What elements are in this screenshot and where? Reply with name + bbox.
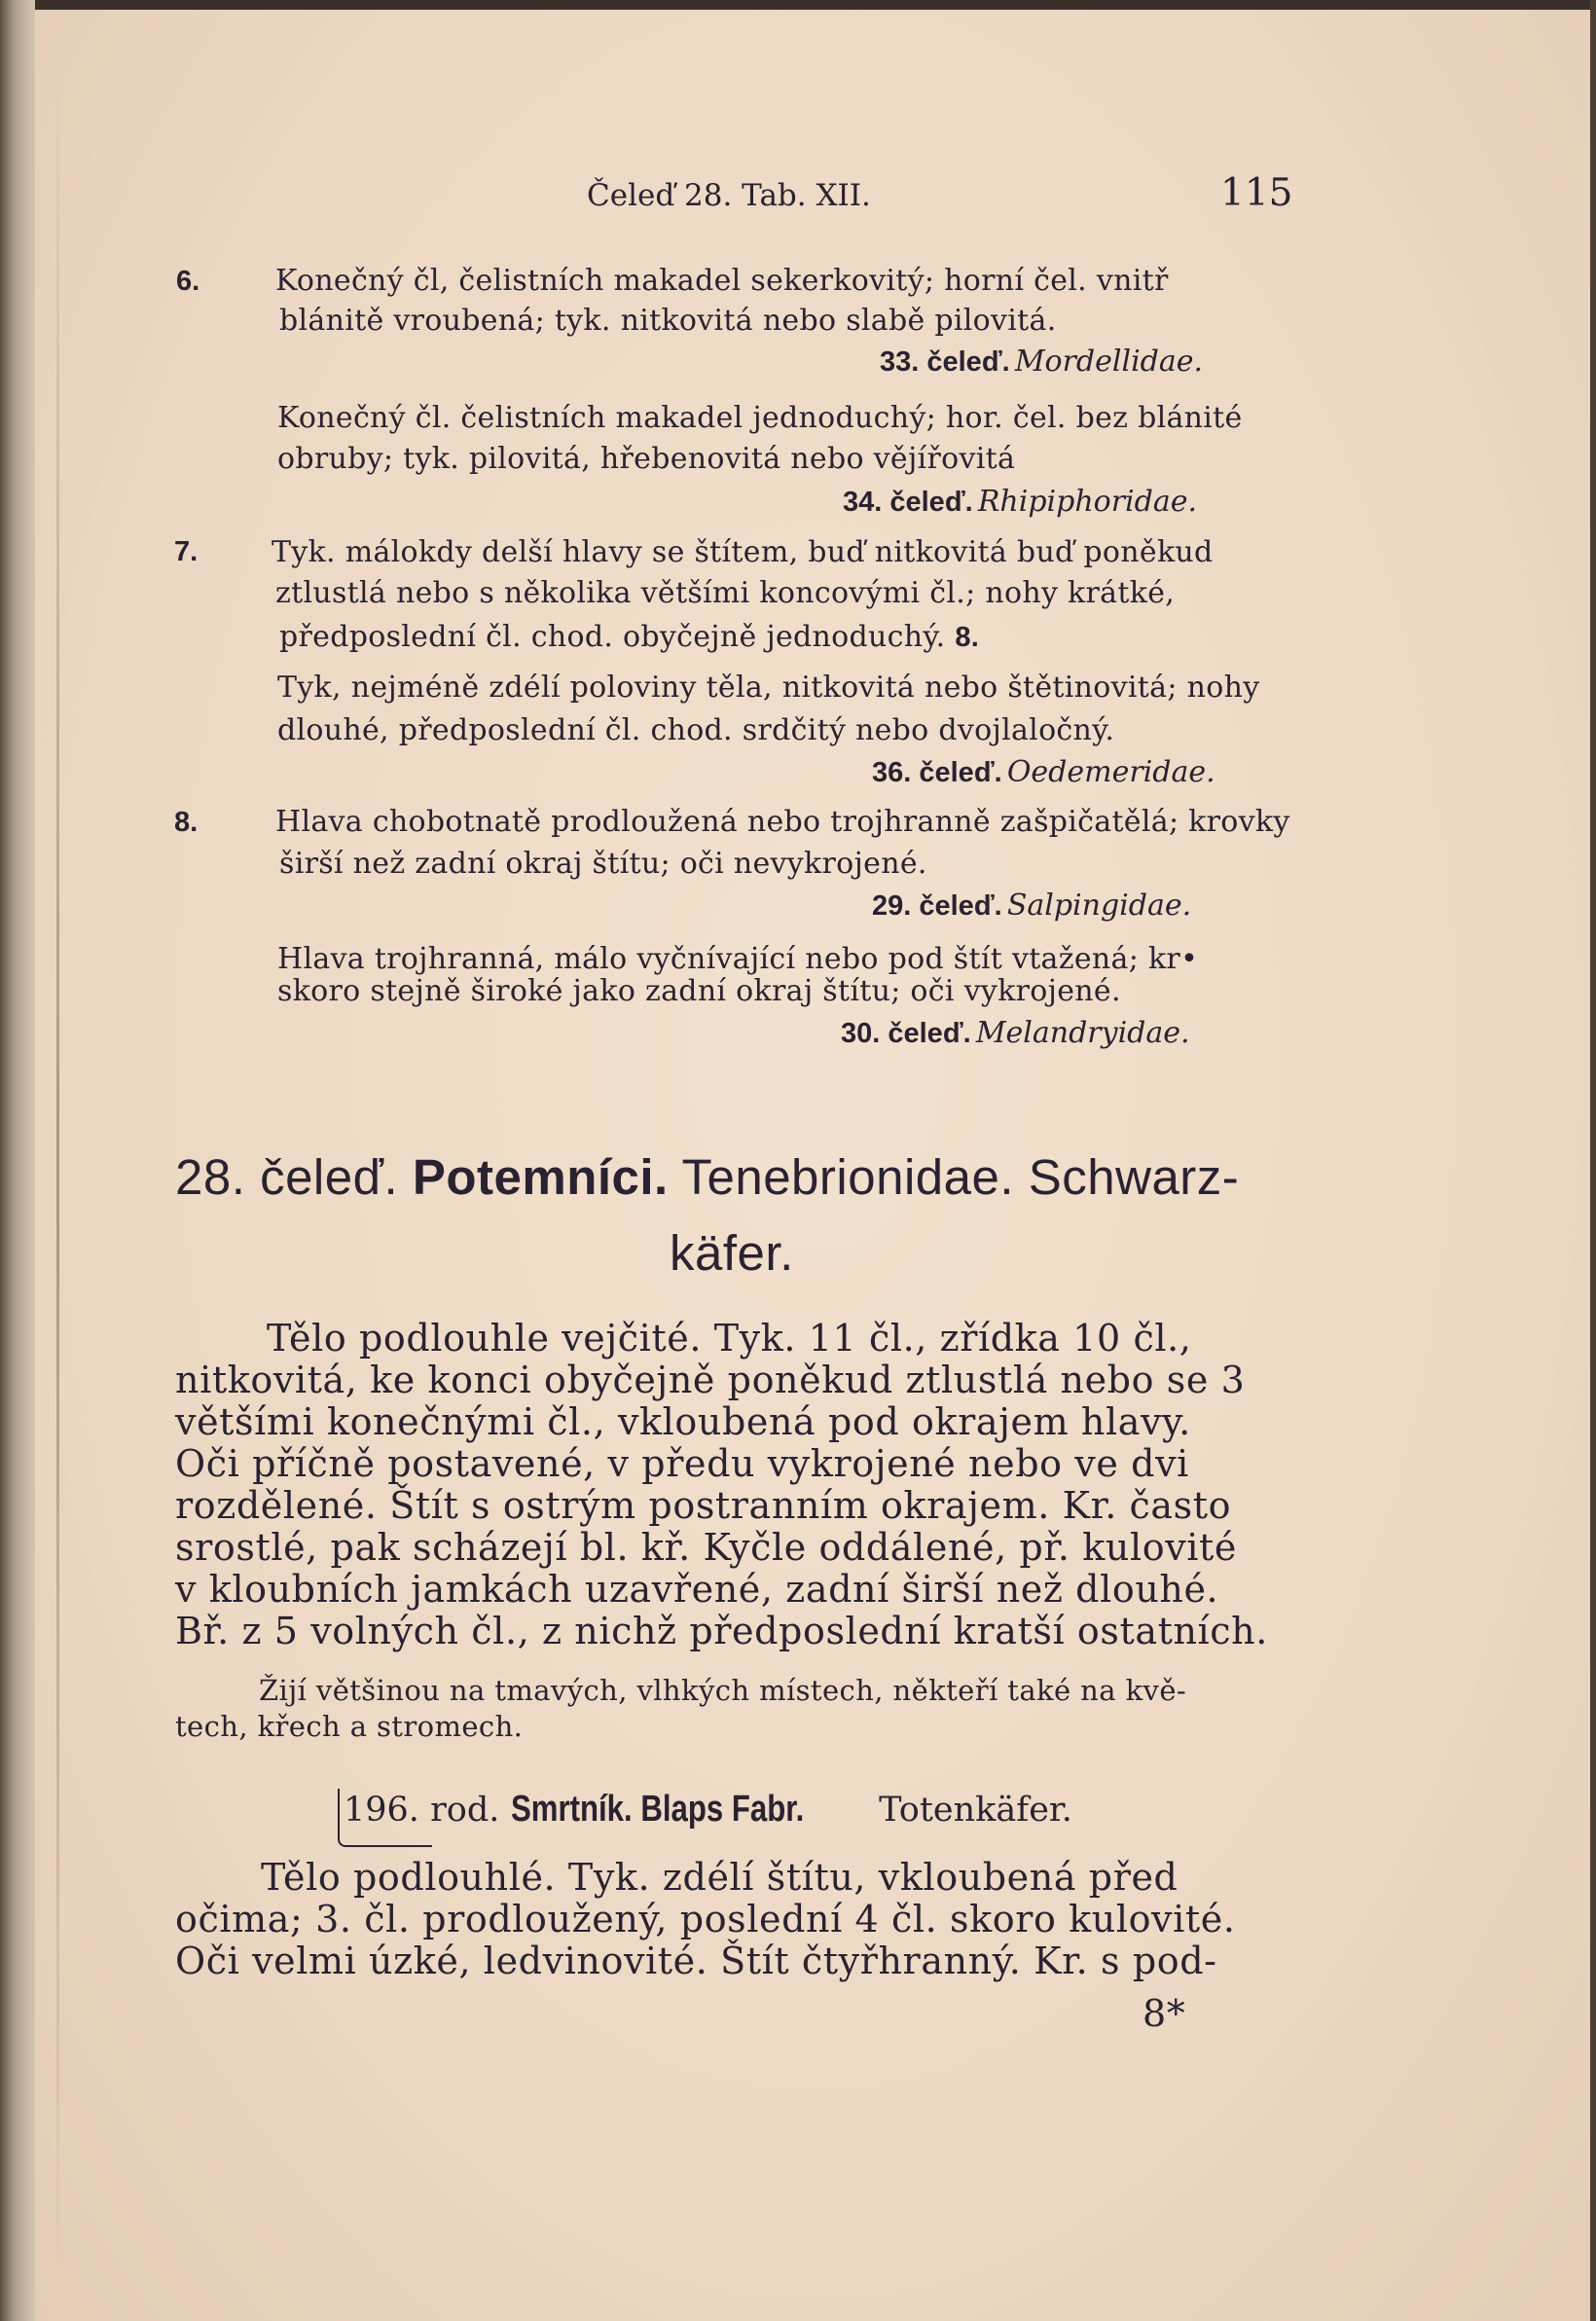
family-name: Melandryidae. [975, 1016, 1190, 1050]
description-line: Tělo podlouhle vejčité. Tyk. 11 čl., zřídka 10 čl., [267, 1317, 1192, 1360]
description-line: nitkovitá, ke konci obyčejně poněkud ztlustlá nebo se 3 [175, 1359, 1246, 1401]
description-line: většími konečnými čl., vkloubená pod okrajem hlavy. [175, 1400, 1191, 1443]
book-spine [0, 0, 39, 2321]
key-number: 7. [174, 536, 199, 567]
family-reference [872, 889, 1191, 923]
habitat-line: tech, křech a stromech. [175, 1710, 524, 1743]
description-line: v kloubních jamkách uzavřené, zadní širší než dlouhé. [175, 1568, 1219, 1611]
key-line: Hlava chobotnatě prodloužená nebo trojhranně zašpičatělá; krovky [275, 805, 1290, 839]
genus-number: 196. [344, 1791, 419, 1830]
key-line: blánitě vroubená; tyk. nitkovitá nebo slabě pilovitá. [279, 304, 1057, 338]
key-line: Konečný čl. čelistních makadel jednoduchý; hor. čel. bez blánité [277, 401, 1243, 435]
key-line: Hlava trojhranná, málo vyčnívající nebo pod štít vtažená; kr• [277, 942, 1199, 976]
family-reference [872, 755, 1215, 789]
habitat-line: Žijí většinou na tmavých, vlhkých místech, někteří také na kvě- [259, 1674, 1187, 1707]
family-reference [843, 485, 1197, 519]
key-line: skoro stejně široké jako zadní okraj štítu; oči vykrojené. [277, 974, 1121, 1008]
genus-name: Smrtník. Blaps Fabr. [510, 1789, 804, 1830]
key-line: širší než zadní okraj štítu; oči nevykrojené. [279, 847, 927, 881]
section-title-prefix: 28. čeleď. [175, 1149, 399, 1205]
family-reference [841, 1016, 1190, 1050]
family-name: Salpingidae. [1006, 889, 1192, 923]
genus-rank: rod. [430, 1791, 500, 1830]
family-number: 30. čeleď. [841, 1018, 971, 1049]
key-line: Tyk. málokdy delší hlavy se štítem, buď nitkovitá buď poněkud [272, 535, 1214, 569]
key-line: ztlustlá nebo s několika většími koncovými čl.; nohy krátké, [275, 576, 1176, 610]
family-name: Oedemeridae. [1006, 755, 1215, 789]
section-title [175, 1148, 1239, 1206]
right-edge [1590, 0, 1596, 2321]
section-title-czech: Potemníci. [412, 1149, 669, 1205]
family-number: 33. čeleď. [880, 346, 1010, 378]
family-reference [880, 345, 1203, 379]
key-number: 6. [176, 266, 200, 297]
running-header: Čeleď 28. Tab. XII. [587, 178, 871, 213]
family-number: 34. čeleď. [843, 487, 973, 518]
family-number: 36. čeleď. [872, 757, 1002, 788]
top-edge [35, 0, 1596, 10]
family-name: Mordellidae. [1014, 345, 1204, 379]
genus-german: Totenkäfer. [879, 1791, 1072, 1830]
description-line: rozdělené. Štít s ostrým postranním okrajem. Kr. často [175, 1484, 1232, 1527]
gutter-line [56, 58, 59, 2297]
key-line: Tyk, nejméně zdélí poloviny těla, nitkovitá nebo štětinovitá; nohy [277, 671, 1260, 705]
key-line: Konečný čl, čelistních makadel sekerkovitý; horní čel. vnitř [275, 264, 1169, 298]
genus-heading [344, 1789, 1072, 1831]
key-line: dlouhé, předposlední čl. chod. srdčitý nebo dvojlaločný. [277, 713, 1115, 747]
genus-description-line: očima; 3. čl. prodloužený, poslední 4 čl. skoro kulovité. [175, 1898, 1236, 1940]
key-number: 8. [174, 807, 199, 838]
family-number: 29. čeleď. [872, 890, 1002, 922]
key-reference: 8. [955, 622, 980, 653]
signature-mark: 8* [1143, 1992, 1186, 2035]
key-text: předposlední čl. chod. obyčejně jednoduchý. [279, 620, 946, 654]
page-number: 115 [1220, 171, 1293, 215]
book-page [35, 0, 1596, 2321]
description-line: srostlé, pak scházejí bl. kř. Kyčle oddálené, př. kulovité [175, 1526, 1238, 1569]
key-line [279, 620, 979, 654]
description-line: Oči příčně postavené, v předu vykrojené nebo ve dvi [175, 1442, 1189, 1485]
genus-description-line: Oči velmi úzké, ledvinovité. Štít čtyřhranný. Kr. s pod- [175, 1940, 1217, 1982]
section-title-continued: käfer. [670, 1225, 794, 1281]
genus-description-line: Tělo podlouhlé. Tyk. zdélí štítu, vkloubená před [261, 1856, 1179, 1899]
section-title-latin: Tenebrionidae. [681, 1149, 1015, 1205]
section-title-german: Schwarz- [1028, 1149, 1240, 1205]
description-line: Bř. z 5 volných čl., z nichž předposlední kratší ostatních. [175, 1610, 1268, 1652]
family-name: Rhipiphoridae. [977, 485, 1198, 519]
key-line: obruby; tyk. pilovitá, hřebenovitá nebo vějířovitá [277, 442, 1016, 476]
